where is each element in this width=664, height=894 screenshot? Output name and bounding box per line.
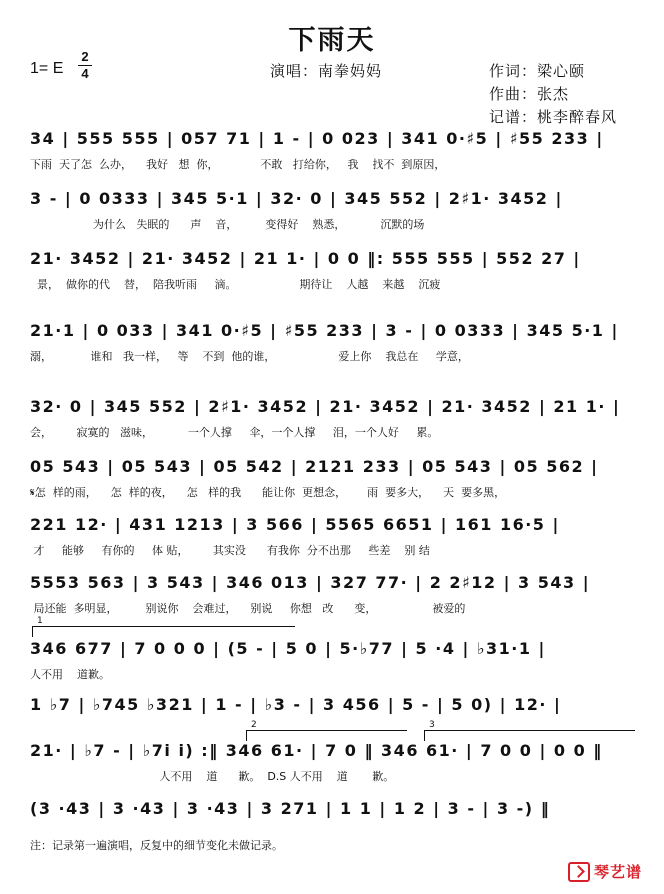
notation-line: 21·1 | 0 033 | 341 0·♯5 | ♯55 233 | 3 - | 0 0333 | 345 5·1 | — [30, 321, 619, 340]
notation-line: 34 | 555 555 | 057 71 | 1 - | 0 023 | 341 0·♯5 | ♯55 233 | — [30, 129, 604, 148]
lyric-line: 局还能 多明显， 别说你 会难过， 别说 你想 改 变， 被爱的 — [30, 602, 466, 615]
notation-line: 21· | ♭7 - | ♭7i i) :‖ 346 61· | 7 0 ‖ 346 61· | 7 0 0 | 0 0 ‖ — [30, 741, 603, 760]
lyric-line: 为什么 失眠的 声 音， 变得好 熟悉， 沉默的场 — [30, 218, 425, 231]
time-signature-bottom: 4 — [81, 66, 89, 81]
notation-line: 346 677 | 7 0 0 0 | (5 - | 5 0 | 5·♭77 | 5 ·4 | ♭31·1 | — [30, 639, 546, 658]
lyric-line: 溺， 谁和 我一样， 等 不到 他的谁， 爱上你 我总在 学意， — [30, 350, 469, 363]
song-title: 下雨天 — [288, 25, 376, 56]
notation-line: 32· 0 | 345 552 | 2♯1· 3452 | 21· 3452 | 21· 3452 | 21 1· | — [30, 397, 621, 416]
lyric-line: 会， 寂寞的 滋味， 一个人撑 伞，一个人撑 泪，一个人好 累。 — [30, 426, 439, 439]
notation-line: 3 - | 0 0333 | 345 5·1 | 32· 0 | 345 552 | 2♯1· 3452 | — [30, 189, 563, 208]
notation-line: 05 543 | 05 543 | 05 542 | 2121 233 | 05 543 | 05 562 | — [30, 457, 599, 476]
footnote: 注：记录第一遍演唱，反复中的细节变化未做记录。 — [30, 839, 283, 852]
volta-number: 2 — [251, 720, 257, 730]
lyric-line: 人不用 道歉。 — [30, 668, 110, 681]
notation-line: 5553 563 | 3 543 | 346 013 | 327 77· | 2 2♯12 | 3 543 | — [30, 573, 591, 592]
notation-line: 221 12· | 431 1213 | 3 566 | 5565 6651 | 161 16·5 | — [30, 515, 560, 534]
volta-number: 1 — [37, 616, 43, 626]
lyric-line: 人不用 道 歉。 D.S 人不用 道 歉。 — [30, 770, 395, 783]
lyric-line: 景， 做你的代 替， 陪我听雨 滴。 期待让 人越 来越 沉疲 — [30, 278, 441, 291]
time-signature-top: 2 — [81, 49, 89, 64]
notation-line: (3 ·43 | 3 ·43 | 3 ·43 | 3 271 | 1 1 | 1 2 | 3 - | 3 -) ‖ — [30, 799, 551, 818]
watermark-logo — [568, 861, 642, 883]
logo-icon — [568, 862, 590, 882]
lyric-line: 才 能够 有你的 体 贴， 其实没 有我你 分不出那 些差 别 结 — [30, 544, 430, 557]
lyricist-credit: 作词：梁心颐 — [489, 62, 586, 80]
notation-line: 1 ♭7 | ♭745 ♭321 | 1 - | ♭3 - | 3 456 | 5 - | 5 0) | 12· | — [30, 695, 562, 714]
lyric-line: 𝄋怎 样的雨， 怎 样的夜， 怎 样的我 能让你 更想念， 雨 要多大， 天 要多黑， — [30, 486, 506, 499]
composer-credit: 作曲：张杰 — [489, 85, 570, 103]
singer-credit: 演唱：南拳妈妈 — [270, 62, 383, 80]
watermark-text: 琴艺谱 — [593, 862, 642, 881]
volta-number: 3 — [429, 720, 435, 730]
lyric-line: 下雨 天了怎 么办， 我好 想 你， 不敢 打给你， 我 找不 到原因， — [30, 158, 446, 171]
time-signature — [78, 50, 92, 81]
key-signature: 1= E — [30, 60, 64, 77]
transcriber-credit: 记谱：桃李醉春风 — [489, 108, 618, 126]
notation-line: 21· 3452 | 21· 3452 | 21 1· | 0 0 ‖: 555 555 | 552 27 | — [30, 249, 581, 268]
